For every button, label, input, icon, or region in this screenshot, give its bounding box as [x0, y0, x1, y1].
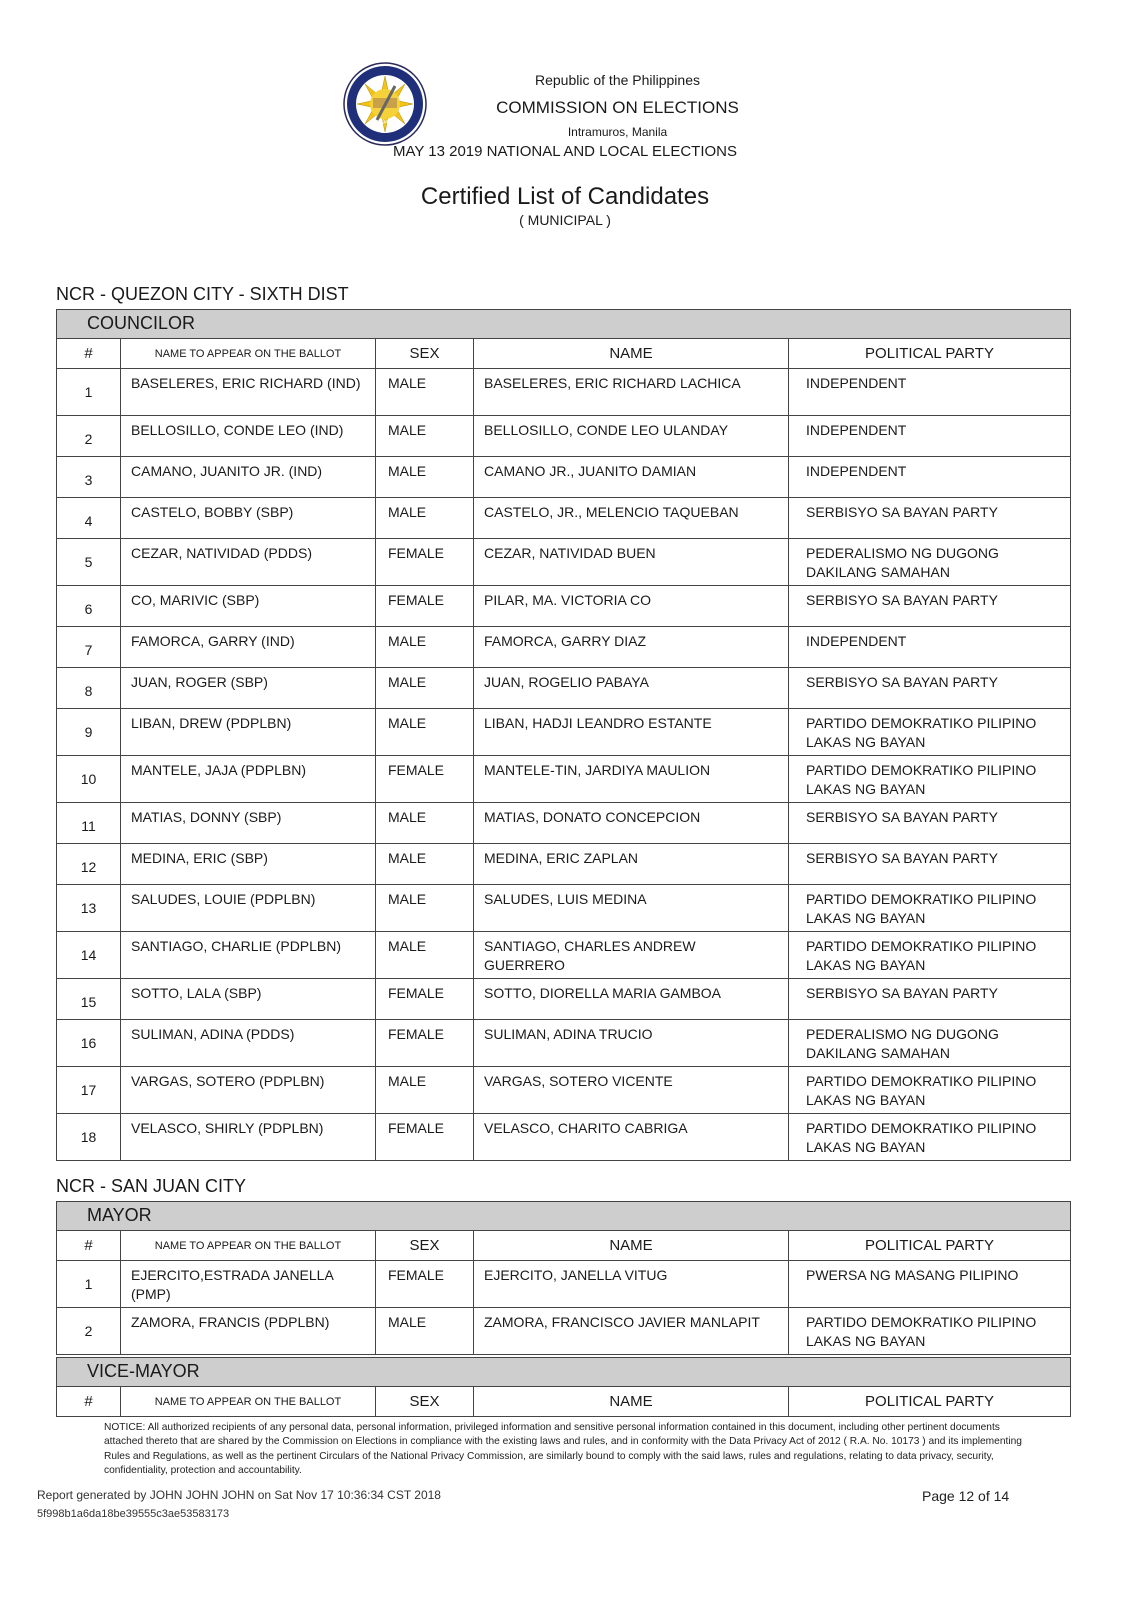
col-name: NAME	[474, 1231, 789, 1261]
col-name: NAME	[474, 1387, 789, 1417]
ballot-name: MANTELE, JAJA (PDPLBN)	[121, 756, 376, 803]
political-party: PARTIDO DEMOKRATIKO PILIPINO LAKAS NG BAYAN	[789, 1067, 1071, 1114]
table-row	[57, 498, 1071, 539]
full-name: LIBAN, HADJI LEANDRO ESTANTE	[474, 709, 789, 756]
sex: MALE	[376, 709, 474, 756]
section-quezon-city	[56, 284, 1070, 1161]
full-name: MANTELE-TIN, JARDIYA MAULION	[474, 756, 789, 803]
row-number: 1	[57, 369, 121, 416]
table-row	[57, 803, 1071, 844]
sex: MALE	[376, 932, 474, 979]
candidates-table	[56, 309, 1071, 1161]
sex: FEMALE	[376, 1261, 474, 1308]
location-title: NCR - QUEZON CITY - SIXTH DIST	[56, 284, 349, 304]
table-row	[57, 627, 1071, 668]
row-number: 3	[57, 457, 121, 498]
sex: MALE	[376, 668, 474, 709]
political-party: SERBISYO SA BAYAN PARTY	[789, 586, 1071, 627]
report-generated-text: Report generated by JOHN JOHN JOHN on Sat Nov 17 10:36:34 CST 2018	[37, 1488, 441, 1502]
section-san-juan-city	[56, 1176, 1070, 1417]
row-number: 6	[57, 586, 121, 627]
table-row	[57, 709, 1071, 756]
political-party: PARTIDO DEMOKRATIKO PILIPINO LAKAS NG BAYAN	[789, 932, 1071, 979]
sex: MALE	[376, 416, 474, 457]
ballot-name: SULIMAN, ADINA (PDDS)	[121, 1020, 376, 1067]
full-name: SOTTO, DIORELLA MARIA GAMBOA	[474, 979, 789, 1020]
political-party: INDEPENDENT	[789, 416, 1071, 457]
political-party: PARTIDO DEMOKRATIKO PILIPINO LAKAS NG BAYAN	[789, 1308, 1071, 1355]
political-party: PEDERALISMO NG DUGONG DAKILANG SAMAHAN	[789, 1020, 1071, 1067]
ballot-name: SALUDES, LOUIE (PDPLBN)	[121, 885, 376, 932]
sex: MALE	[376, 627, 474, 668]
sex: FEMALE	[376, 586, 474, 627]
sex: MALE	[376, 885, 474, 932]
header-commission: COMMISSION ON ELECTIONS	[496, 98, 739, 117]
table-row	[57, 932, 1071, 979]
column-header-row	[57, 339, 1071, 369]
full-name: ZAMORA, FRANCISCO JAVIER MANLAPIT	[474, 1308, 789, 1355]
ballot-name: CEZAR, NATIVIDAD (PDDS)	[121, 539, 376, 586]
sex: FEMALE	[376, 1114, 474, 1161]
ballot-name: MATIAS, DONNY (SBP)	[121, 803, 376, 844]
location-title: NCR - SAN JUAN CITY	[56, 1176, 247, 1196]
full-name: MATIAS, DONATO CONCEPCION	[474, 803, 789, 844]
candidates-table	[56, 1201, 1071, 1355]
ballot-name: LIBAN, DREW (PDPLBN)	[121, 709, 376, 756]
row-number: 10	[57, 756, 121, 803]
row-number: 14	[57, 932, 121, 979]
full-name: EJERCITO, JANELLA VITUG	[474, 1261, 789, 1308]
ballot-name: JUAN, ROGER (SBP)	[121, 668, 376, 709]
col-sex: SEX	[376, 1387, 474, 1417]
political-party: INDEPENDENT	[789, 457, 1071, 498]
full-name: SULIMAN, ADINA TRUCIO	[474, 1020, 789, 1067]
table-row	[57, 457, 1071, 498]
sex: FEMALE	[376, 756, 474, 803]
table-row	[57, 1261, 1071, 1308]
political-party: SERBISYO SA BAYAN PARTY	[789, 498, 1071, 539]
page-subtitle: ( MUNICIPAL )	[519, 212, 611, 228]
table-row	[57, 539, 1071, 586]
political-party: SERBISYO SA BAYAN PARTY	[789, 803, 1071, 844]
col-ballot: NAME TO APPEAR ON THE BALLOT	[121, 1387, 376, 1417]
sex: MALE	[376, 457, 474, 498]
political-party: SERBISYO SA BAYAN PARTY	[789, 979, 1071, 1020]
table-row	[57, 369, 1071, 416]
col-ballot: NAME TO APPEAR ON THE BALLOT	[121, 339, 376, 369]
political-party: SERBISYO SA BAYAN PARTY	[789, 844, 1071, 885]
political-party: PWERSA NG MASANG PILIPINO	[789, 1261, 1071, 1308]
ballot-name: VELASCO, SHIRLY (PDPLBN)	[121, 1114, 376, 1161]
full-name: VARGAS, SOTERO VICENTE	[474, 1067, 789, 1114]
table-row	[57, 586, 1071, 627]
political-party: PEDERALISMO NG DUGONG DAKILANG SAMAHAN	[789, 539, 1071, 586]
table-row	[57, 844, 1071, 885]
candidates-table-vice-mayor	[56, 1357, 1071, 1417]
row-number: 12	[57, 844, 121, 885]
report-hash: 5f998b1a6da18be39555c3ae53583173	[37, 1508, 230, 1520]
political-party: INDEPENDENT	[789, 627, 1071, 668]
ballot-name: BASELERES, ERIC RICHARD (IND)	[121, 369, 376, 416]
ballot-name: MEDINA, ERIC (SBP)	[121, 844, 376, 885]
header-republic: Republic of the Philippines	[535, 72, 700, 88]
col-ballot: NAME TO APPEAR ON THE BALLOT	[121, 1231, 376, 1261]
full-name: MEDINA, ERIC ZAPLAN	[474, 844, 789, 885]
row-number: 18	[57, 1114, 121, 1161]
ballot-name: VARGAS, SOTERO (PDPLBN)	[121, 1067, 376, 1114]
privacy-notice: NOTICE: All authorized recipients of any personal data, personal information, privileged information and sensitive personal information contained in this document, including other pertinent documents attached thereto that are shared by the Commission on Elections in compliance with the existing laws and rules, and in conformity with the Data Privacy Act of 2012 ( R.A. No. 10173 ) and its implementing Rules and Regulations, as well as the pertinent Circulars of the National Privacy Commission, are similarly bound to comply with the said laws, rules and regulations, relating to data privacy, security, confidentiality, protection and accountability.	[104, 1422, 1022, 1477]
table-row	[57, 979, 1071, 1020]
row-number: 13	[57, 885, 121, 932]
col-sex: SEX	[376, 339, 474, 369]
col-num: #	[57, 339, 121, 369]
header-location: Intramuros, Manila	[567, 125, 668, 139]
table-row	[57, 1308, 1071, 1355]
ballot-name: SOTTO, LALA (SBP)	[121, 979, 376, 1020]
sex: MALE	[376, 1067, 474, 1114]
row-number: 9	[57, 709, 121, 756]
sex: MALE	[376, 1308, 474, 1355]
ballot-name: CO, MARIVIC (SBP)	[121, 586, 376, 627]
row-number: 11	[57, 803, 121, 844]
full-name: PILAR, MA. VICTORIA CO	[474, 586, 789, 627]
page-number: Page 12 of 14	[922, 1488, 1010, 1504]
row-number: 5	[57, 539, 121, 586]
table-row	[57, 756, 1071, 803]
svg-text:1940: 1940	[378, 120, 392, 126]
header-election: MAY 13 2019 NATIONAL AND LOCAL ELECTIONS	[392, 143, 738, 160]
political-party: PARTIDO DEMOKRATIKO PILIPINO LAKAS NG BAYAN	[789, 885, 1071, 932]
row-number: 2	[57, 1308, 121, 1355]
col-name: NAME	[474, 339, 789, 369]
row-number: 7	[57, 627, 121, 668]
col-num: #	[57, 1387, 121, 1417]
full-name: BELLOSILLO, CONDE LEO ULANDAY	[474, 416, 789, 457]
sex: FEMALE	[376, 979, 474, 1020]
full-name: SANTIAGO, CHARLES ANDREW GUERRERO	[474, 932, 789, 979]
ballot-name: EJERCITO,ESTRADA JANELLA (PMP)	[121, 1261, 376, 1308]
full-name: BASELERES, ERIC RICHARD LACHICA	[474, 369, 789, 416]
table-row	[57, 668, 1071, 709]
col-sex: SEX	[376, 1231, 474, 1261]
column-header-row	[57, 1231, 1071, 1261]
ballot-name: SANTIAGO, CHARLIE (PDPLBN)	[121, 932, 376, 979]
col-party: POLITICAL PARTY	[789, 339, 1071, 369]
political-party: INDEPENDENT	[789, 369, 1071, 416]
sex: MALE	[376, 369, 474, 416]
sex: MALE	[376, 498, 474, 539]
full-name: CAMANO JR., JUANITO DAMIAN	[474, 457, 789, 498]
full-name: VELASCO, CHARITO CABRIGA	[474, 1114, 789, 1161]
full-name: JUAN, ROGELIO PABAYA	[474, 668, 789, 709]
row-number: 4	[57, 498, 121, 539]
row-number: 8	[57, 668, 121, 709]
col-party: POLITICAL PARTY	[789, 1231, 1071, 1261]
ballot-name: CAMANO, JUANITO JR. (IND)	[121, 457, 376, 498]
row-number: 15	[57, 979, 121, 1020]
table-row	[57, 1067, 1071, 1114]
row-number: 17	[57, 1067, 121, 1114]
ballot-name: BELLOSILLO, CONDE LEO (IND)	[121, 416, 376, 457]
sex: MALE	[376, 844, 474, 885]
table-row	[57, 1020, 1071, 1067]
political-party: PARTIDO DEMOKRATIKO PILIPINO LAKAS NG BAYAN	[789, 709, 1071, 756]
position-header: MAYOR	[57, 1202, 1071, 1231]
ballot-name: FAMORCA, GARRY (IND)	[121, 627, 376, 668]
full-name: CEZAR, NATIVIDAD BUEN	[474, 539, 789, 586]
political-party: PARTIDO DEMOKRATIKO PILIPINO LAKAS NG BAYAN	[789, 1114, 1071, 1161]
full-name: FAMORCA, GARRY DIAZ	[474, 627, 789, 668]
ballot-name: ZAMORA, FRANCIS (PDPLBN)	[121, 1308, 376, 1355]
full-name: SALUDES, LUIS MEDINA	[474, 885, 789, 932]
table-row	[57, 885, 1071, 932]
column-header-row	[57, 1387, 1071, 1417]
political-party: SERBISYO SA BAYAN PARTY	[789, 668, 1071, 709]
full-name: CASTELO, JR., MELENCIO TAQUEBAN	[474, 498, 789, 539]
row-number: 16	[57, 1020, 121, 1067]
sex: FEMALE	[376, 539, 474, 586]
page-title: Certified List of Candidates	[420, 183, 710, 210]
position-header: COUNCILOR	[57, 310, 1071, 339]
sex: MALE	[376, 803, 474, 844]
sex: FEMALE	[376, 1020, 474, 1067]
ballot-name: CASTELO, BOBBY (SBP)	[121, 498, 376, 539]
political-party: PARTIDO DEMOKRATIKO PILIPINO LAKAS NG BAYAN	[789, 756, 1071, 803]
row-number: 2	[57, 416, 121, 457]
col-num: #	[57, 1231, 121, 1261]
col-party: POLITICAL PARTY	[789, 1387, 1071, 1417]
table-row	[57, 416, 1071, 457]
table-row	[57, 1114, 1071, 1161]
position-header: VICE-MAYOR	[57, 1358, 1071, 1387]
row-number: 1	[57, 1261, 121, 1308]
